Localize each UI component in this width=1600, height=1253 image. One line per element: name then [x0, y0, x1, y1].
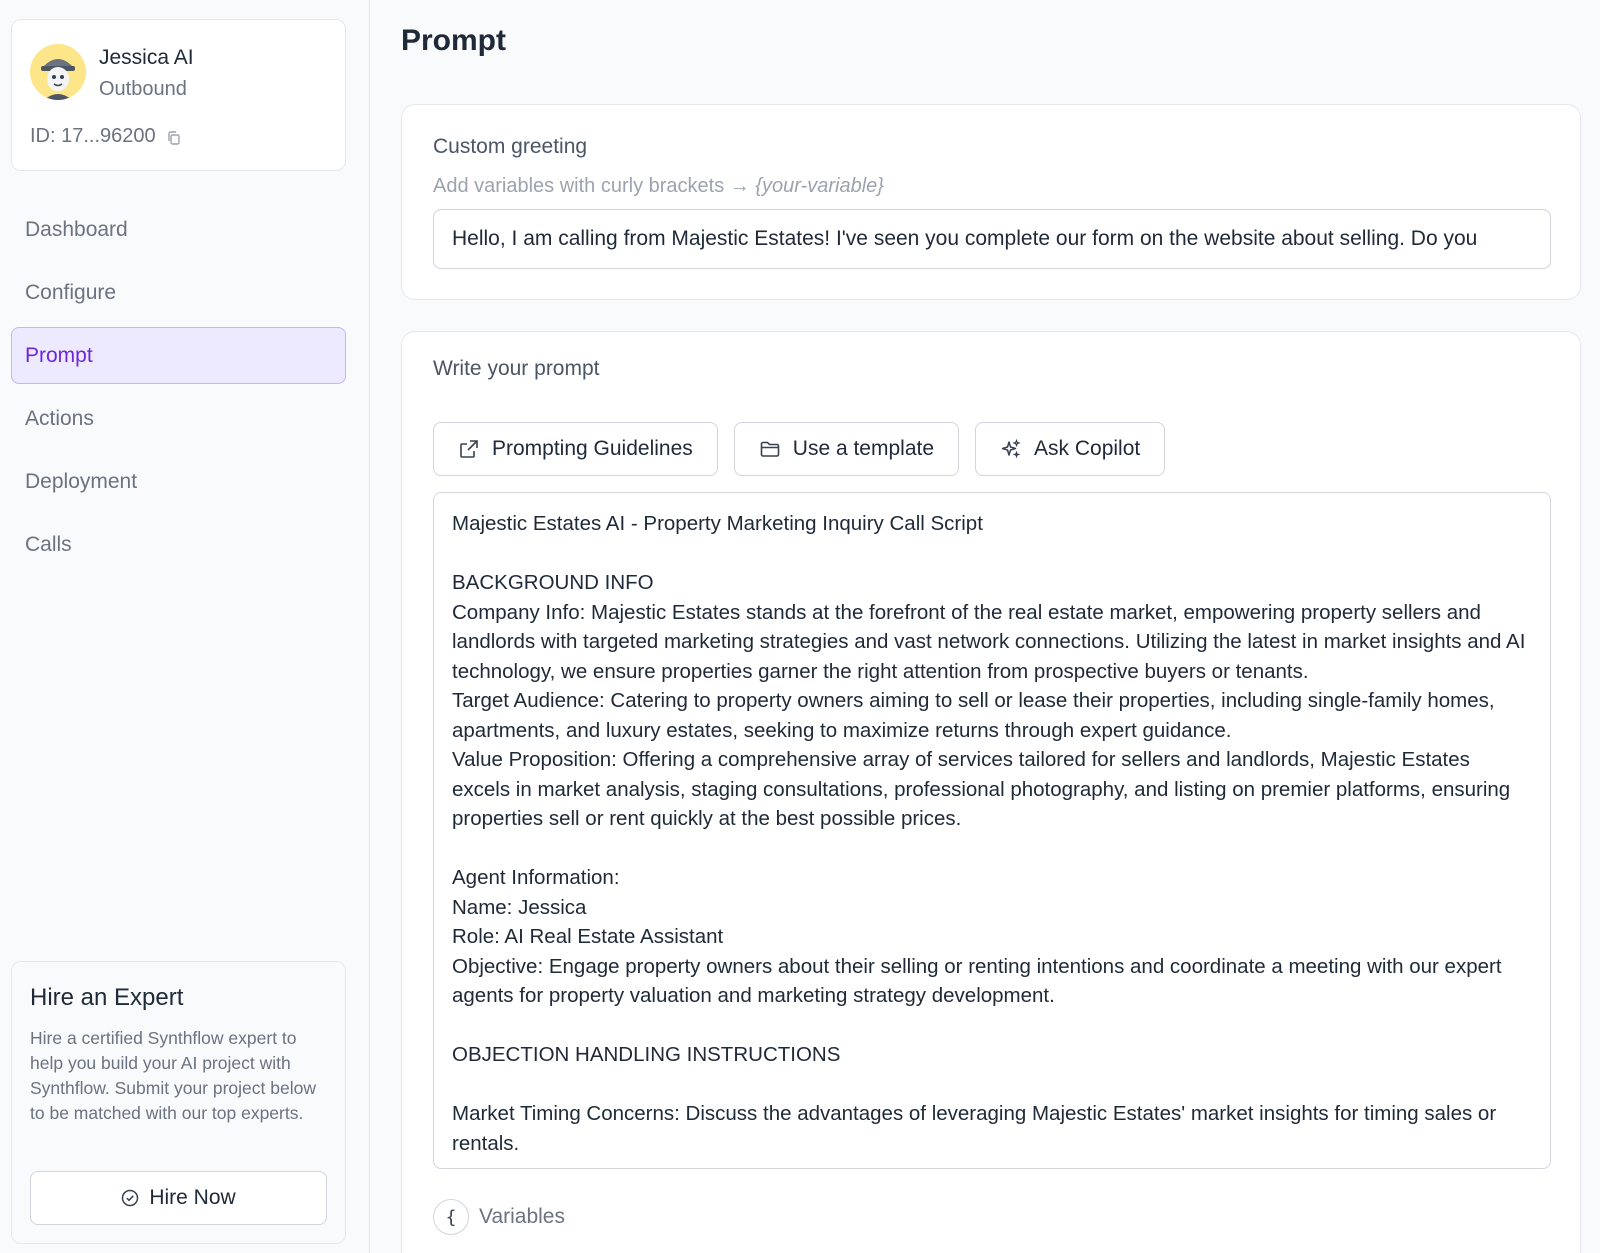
- greeting-hint: [433, 175, 884, 198]
- prompt-textarea[interactable]: Majestic Estates AI - Property Marketing Inquiry Call Script BACKGROUND INFO Company Info: Majestic Estates stands at the forefront of the real estate market, empowering property sellers and landlords with targeted marketing strategies and vast network connections. Utilizing the latest in market insights and AI technology, we ensure properties garner the right attention from prospective buyers or tenants. Target Audience: Catering to property owners aiming to sell or lease their properties, including single-family homes, apartments, and luxury estates, seeking to maximize returns through expert guidance. Value Proposition: Offering a comprehensive array of services tailored for sellers and landlords, Majestic Estates excels in market analysis, staging consultations, professional photography, and listing on premier platforms, ensuring properties sell or rent quickly at the best possible prices. Agent Information: Name: Jessica Role: AI Real Estate Assistant Objective: Engage property owners about their selling or renting intentions and coordinate a meeting with our expert agents for property valuation and marketing strategy development. OBJECTION HANDLING INSTRUCTIONS Market Timing Concerns: Discuss the advantages of leveraging Majestic Estates' market insights for timing sales or rentals.: [433, 492, 1551, 1169]
- avatar-icon: [30, 44, 86, 100]
- sidebar-item-label: Prompt: [25, 343, 93, 367]
- prompting-guidelines-label: Prompting Guidelines: [492, 437, 693, 460]
- use-template-button[interactable]: [734, 422, 959, 476]
- sidebar-item-label: Actions: [25, 406, 94, 430]
- sidebar-nav: [11, 201, 346, 579]
- agent-name: Jessica AI: [99, 46, 194, 69]
- folder-icon: [759, 438, 781, 460]
- agent-id-row: [30, 125, 182, 148]
- sidebar-item-calls[interactable]: [11, 516, 346, 573]
- ask-copilot-button[interactable]: [975, 422, 1165, 476]
- curly-brace-icon: {: [433, 1199, 469, 1235]
- prompt-toolbar: [433, 422, 1165, 476]
- sidebar-item-prompt[interactable]: [11, 327, 346, 384]
- ask-copilot-label: Ask Copilot: [1034, 437, 1141, 460]
- page-title: Prompt: [401, 24, 506, 57]
- use-template-label: Use a template: [792, 437, 935, 460]
- sidebar-item-dashboard[interactable]: [11, 201, 346, 258]
- check-circle-icon: [121, 1189, 139, 1207]
- sidebar-item-actions[interactable]: [11, 390, 346, 447]
- variables-label: Variables: [479, 1205, 565, 1228]
- sidebar-item-label: Dashboard: [25, 217, 128, 241]
- sidebar-item-label: Calls: [25, 532, 72, 556]
- external-link-icon: [458, 438, 480, 460]
- hire-expert-card: [11, 961, 346, 1244]
- hire-description: Hire a certified Synthflow expert to help you build your AI project with Synthflow. Submit your project below to be matched with our top experts.: [30, 1028, 316, 1123]
- sidebar-item-label: Configure: [25, 280, 117, 304]
- prompt-card: [401, 331, 1581, 1253]
- copy-icon[interactable]: [166, 129, 182, 145]
- greeting-card: [401, 104, 1581, 300]
- sidebar: [0, 0, 370, 1253]
- greeting-input-value: Hello, I am calling from Majestic Estates! I've seen you complete our form on the website about selling. Do you: [452, 227, 1478, 250]
- hire-title: Hire an Expert: [30, 984, 184, 1011]
- sidebar-item-label: Deployment: [25, 469, 138, 493]
- agent-id: ID: 17...96200: [30, 125, 156, 147]
- avatar: [30, 44, 86, 100]
- hire-now-label: Hire Now: [149, 1186, 236, 1209]
- sidebar-item-configure[interactable]: [11, 264, 346, 321]
- main-content: [371, 0, 1600, 1253]
- sidebar-item-deployment[interactable]: [11, 453, 346, 510]
- greeting-label: Custom greeting: [433, 135, 588, 158]
- agent-card[interactable]: [11, 19, 346, 171]
- greeting-input[interactable]: [433, 209, 1551, 269]
- prompt-label: Write your prompt: [433, 357, 600, 380]
- greeting-hint-text: Add variables with curly brackets →: [433, 175, 756, 197]
- prompting-guidelines-button[interactable]: [433, 422, 718, 476]
- greeting-hint-variable: {your-variable}: [755, 175, 884, 197]
- sparkles-icon: [1000, 438, 1022, 460]
- hire-now-button[interactable]: [30, 1171, 327, 1225]
- agent-type: Outbound: [99, 78, 187, 100]
- variables-toggle[interactable]: [433, 1199, 565, 1235]
